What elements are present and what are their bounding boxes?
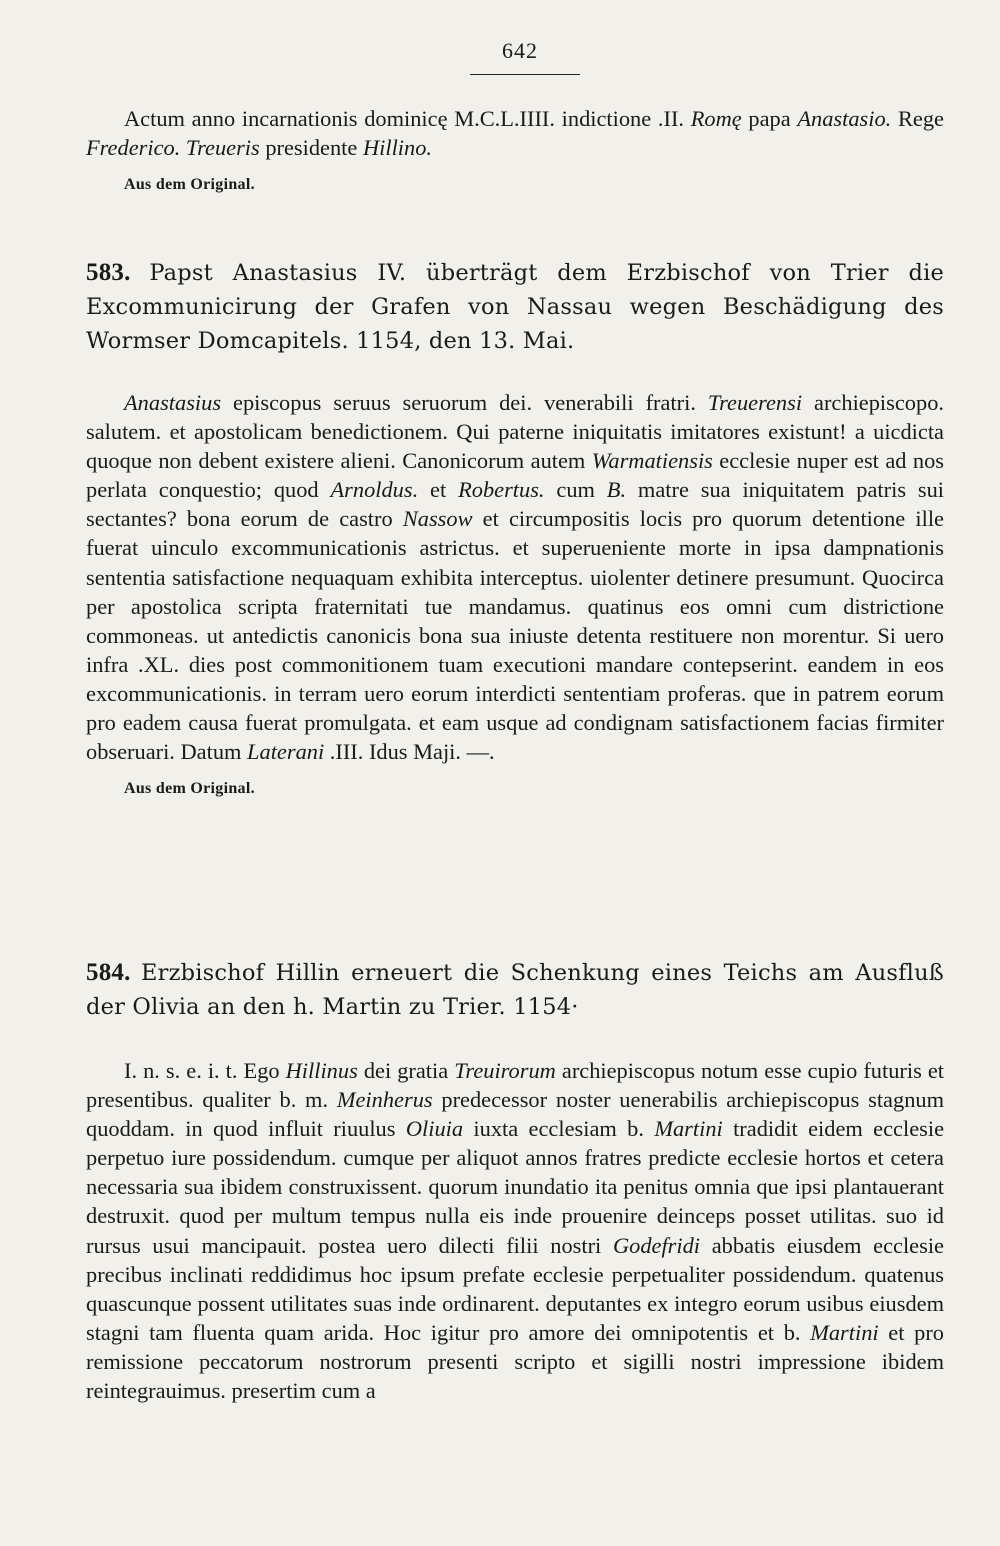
document-584-heading xyxy=(86,956,944,1024)
document-584 xyxy=(86,956,944,1024)
body-text: episcopus seruus seruorum dei. venerabili fratri. xyxy=(221,390,708,415)
name-treuirorum: Treuirorum xyxy=(454,1058,556,1083)
name-oliuia: Oliuia xyxy=(405,1116,464,1142)
body-text: matre sua iniquitatem patris sui sectantes? bona eorum de castro xyxy=(86,477,945,532)
name-hillinus: Hillinus xyxy=(285,1058,358,1083)
name-b: B. xyxy=(606,477,627,503)
document-584-number: 584. xyxy=(86,959,131,986)
body-text: tradidit eidem ecclesie perpetuo iure possidendum. cumque per aliquot annos fratres predicte ecclesie hortos et cetera necessaria sua ibidem construxissent. quorum inundatio ita penitus omnia que ipsi plantauerant destruxit. quod per multum tempus nulla eis inde prouenire deinceps posset utilitas. suo id rursus usui mancipauit. postea uero dilecti filii nostri xyxy=(86,1116,945,1258)
body-text: abbatis eiusdem ecclesie precibus inclinati reddidimus hoc ipsum prefate ecclesie perpetualiter possidendum. quatenus quascunque possent utilitates suas inde ordinarent. deputantes ex integro eorum usibus eiusdem stagni tam fluenta quam arida. Hoc igitur pro amore dei omnipotentis et b. xyxy=(86,1232,944,1345)
name-treuerensi: Treuerensi xyxy=(707,390,803,415)
document-583-heading xyxy=(86,256,944,358)
body-text: archiepiscopus notum esse cupio futuris et presentibus. qualiter b. m. xyxy=(86,1058,944,1113)
page-number: 642 xyxy=(502,38,538,63)
name-meinherus: Meinherus xyxy=(336,1087,433,1113)
body-text: et pro remissione peccatorum nostrorum presenti scripto et sigilli nostri impressione ibidem reintegrauimus. presertim cum a xyxy=(86,1319,945,1404)
body-text: et circumpositis locis pro quorum detentione ille fuerat uinculo excommunicationis astrictus. et superueniente morte in ipsa dampnationis sententia satisfactione nequaquam exhibita interceptus. uiolenter detinere presumunt. Quocirca per apostolica scripta fraternitati tue mandamus. quatinus eos omni cum districtione commoneas. ut antedictis canonicis bona sua iniuste detenta restituere non morentur. Si uero infra .XL. dies post commonitionem tuam executioni mandare contepserint. eandem in eos excommunicationis. in terram uero eorum interdicti sententiam proferas. que in patrem eorum pro eadem causa fuerat promulgata. et eam usque ad condignam satisfactionem facias firmiter obseruari. Datum xyxy=(86,506,944,765)
body-text: dei gratia xyxy=(357,1058,455,1083)
document-page xyxy=(86,38,945,1404)
document-584-title: Erzbischof Hillin erneuert die Schenkung eines Teichs am Ausfluß der Olivia an den h. Martin zu Trier. 1154· xyxy=(86,960,944,1020)
actum-text: Rege xyxy=(891,106,944,131)
body-text: archiepiscopo. salutem. et apostolicam benedictionem. Qui paterne iniquitatis imitatores existunt! a uicdicta quoque non debent existere alieni. Canonicorum autem xyxy=(86,390,944,474)
name-godefridi: Godefridi xyxy=(612,1232,701,1258)
actum-paragraph xyxy=(86,104,944,162)
actum-archbishop-name: Hillino. xyxy=(362,135,432,161)
name-robertus: Robertus. xyxy=(458,477,545,503)
actum-text: Actum anno incarnationis dominicę M.C.L.IIII. indictione .II. xyxy=(124,106,691,131)
name-nassow: Nassow xyxy=(402,506,473,532)
name-warmatiensis: Warmatiensis xyxy=(591,448,713,474)
document-584-text xyxy=(86,1056,944,1405)
document-583-title: Papst Anastasius IV. überträgt dem Erzbischof von Trier die Excommunicirung der Grafen von Nassau wegen Beschädigung des Wormser Domcapitels. 1154, den 13. Mai. xyxy=(86,260,945,354)
page-number-rule xyxy=(470,74,580,75)
body-text: cum xyxy=(544,477,607,503)
actum-section xyxy=(86,104,944,194)
name-arnoldus: Arnoldus. xyxy=(330,477,419,503)
name-laterani: Laterani xyxy=(247,739,325,765)
name-anastasius: Anastasius xyxy=(124,390,222,415)
body-text: ecclesie nuper est ad nos perlata conquestio; quod xyxy=(86,448,944,503)
document-583-text xyxy=(86,388,944,798)
name-martini: Martini xyxy=(654,1116,723,1142)
body-text: et xyxy=(418,477,459,503)
body-text: predecessor noster uenerabilis archiepiscopus stagnum quoddam. in quod influit riuulus xyxy=(86,1087,944,1142)
actum-king-name: Frederico. xyxy=(86,135,181,161)
actum-pope-name: Anastasio. xyxy=(797,106,892,131)
source-note: Aus dem Original. xyxy=(124,176,255,194)
name-martini: Martini xyxy=(810,1319,879,1345)
document-584-body xyxy=(86,1056,944,1405)
source-note: Aus dem Original. xyxy=(124,780,255,798)
actum-place-trier: Treueris xyxy=(185,135,260,161)
actum-text: presidente xyxy=(259,135,363,161)
body-text: .III. Idus Maji. —. xyxy=(324,739,495,765)
document-583-body xyxy=(86,388,944,766)
document-583 xyxy=(86,256,944,358)
body-text: I. n. s. e. i. t. Ego xyxy=(124,1058,286,1083)
document-583-number: 583. xyxy=(86,259,131,286)
actum-text: papa xyxy=(741,106,798,131)
body-text: iuxta ecclesiam b. xyxy=(463,1116,655,1142)
actum-place-rome: Romę xyxy=(690,106,742,131)
